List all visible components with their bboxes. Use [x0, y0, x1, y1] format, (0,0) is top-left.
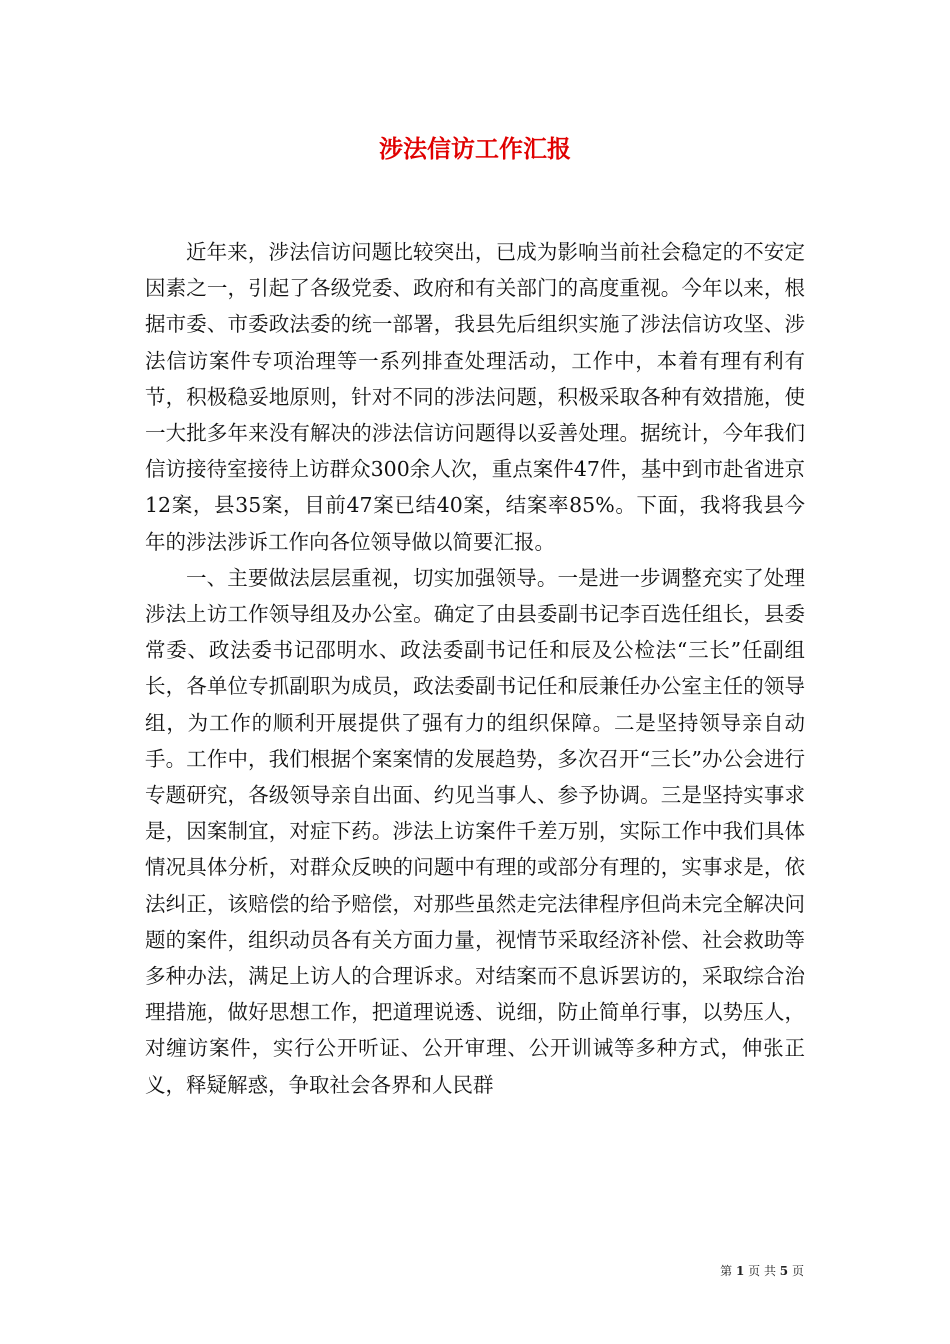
paragraph-intro: 近年来，涉法信访问题比较突出，已成为影响当前社会稳定的不安定因素之一，引起了各级党委、政府和有关部门的高度重视。今年以来，根据市委、市委政法委的统一部署，我县先后组织实施了涉法信访攻坚、涉法信访案件专项治理等一系列排查处理活动，工作中，本着有理有利有节，积极稳妥地原则，针对不同的涉法问题，积极采取各种有效措施，使一大批多年来没有解决的涉法信访问题得以妥善处理。据统计，今年我们信访接待室接待上访群众300余人次，重点案件47件，基中到市赴省进京12案，县35案，目前47案已结40案，结案率85%。下面，我将我县今年的涉法涉诉工作向各位领导做以简要汇报。 [145, 240, 805, 554]
footer-middle: 页 共 [748, 1264, 776, 1278]
footer-suffix: 页 [791, 1264, 804, 1278]
document-body [145, 234, 805, 1103]
page-number-footer [720, 1262, 804, 1279]
footer-total-pages: 5 [779, 1264, 789, 1278]
document-title: 涉法信访工作汇报 [379, 134, 571, 163]
footer-current-page: 1 [735, 1264, 745, 1278]
paragraph-section-1: 一、主要做法层层重视，切实加强领导。一是进一步调整充实了处理涉法上访工作领导组及办公室。确定了由县委副书记李百选任组长，县委常委、政法委书记邵明水、政法委副书记任和辰及公检法“三长”任副组长，各单位专抓副职为成员，政法委副书记任和辰兼任办公室主任的领导组，为工作的顺利开展提供了强有力的组织保障。二是坚持领导亲自动手。工作中，我们根据个案案情的发展趋势，多次召开“三长”办公会进行专题研究，各级领导亲自出面、约见当事人、参予协调。三是坚持实事求是，因案制宜，对症下药。涉法上访案件千差万别，实际工作中我们具体情况具体分析，对群众反映的问题中有理的或部分有理的，实事求是，依法纠正，该赔偿的给予赔偿，对那些虽然走完法律程序但尚未完全解决问题的案件，组织动员各有关方面力量，视情节采取经济补偿、社会救助等多种办法，满足上访人的合理诉求。对结案而不息诉罢访的，采取综合治理措施，做好思想工作，把道理说透、说细，防止简单行事，以势压人，对缠访案件，实行公开听证、公开审理、公开训诫等多种方式，伸张正义，释疑解惑，争取社会各界和人民群 [145, 565, 805, 1097]
footer-prefix: 第 [720, 1264, 733, 1278]
